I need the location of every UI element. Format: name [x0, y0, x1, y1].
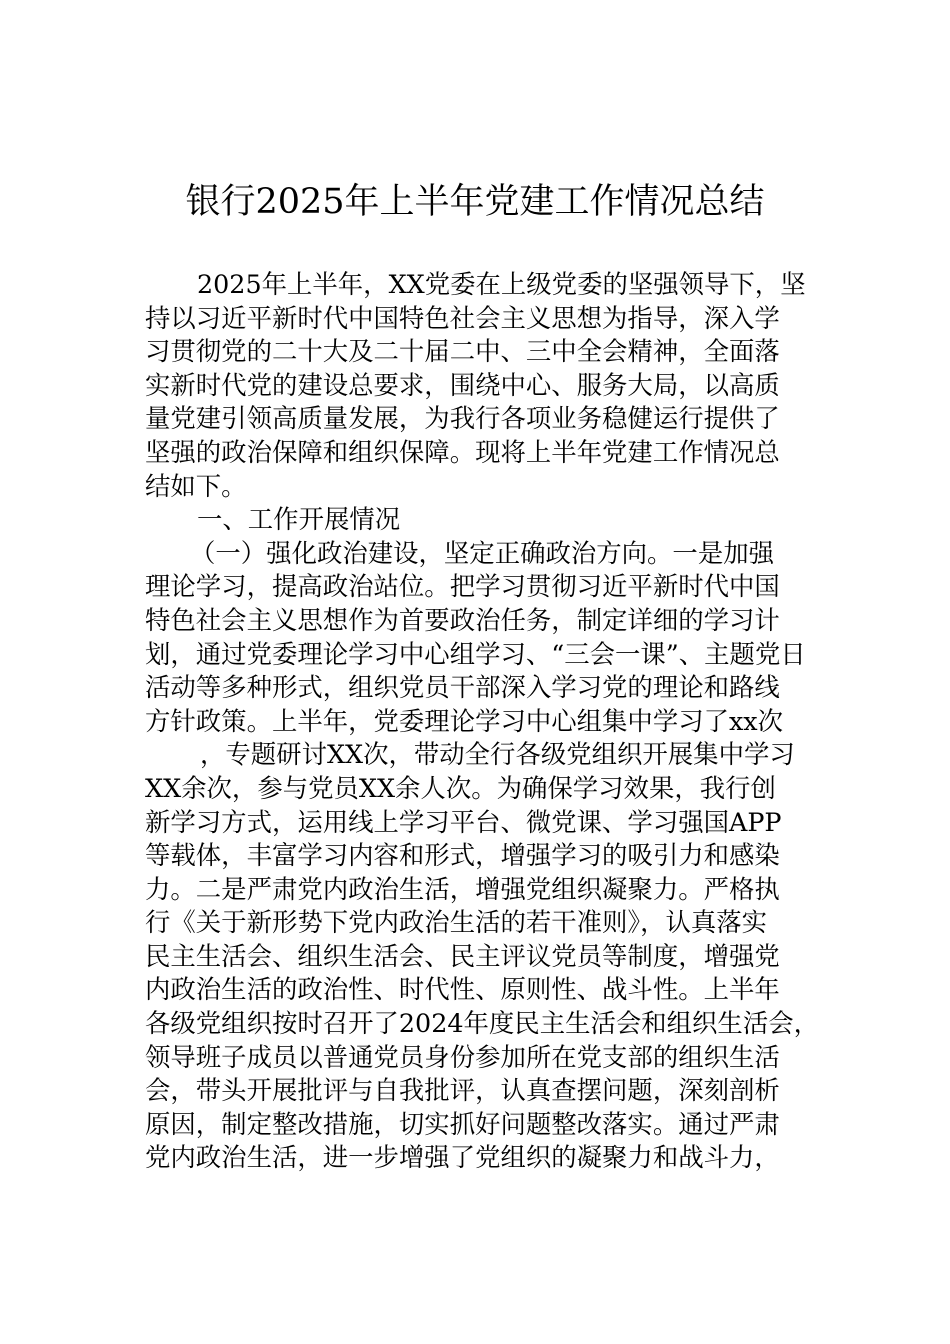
subsection-heading: （一）强化政治建设，坚定正确政治方向。一是加强	[190, 537, 774, 568]
text-line: 会，带头开展批评与自我批评，认真查摆问题，深刻剖析	[145, 1075, 780, 1106]
document-body	[145, 268, 819, 1175]
text-line: 新学习方式，运用线上学习平台、微党课、学习强国APP	[145, 806, 782, 837]
text-line: 民主生活会、组织生活会、民主评议党员等制度，增强党	[145, 940, 780, 971]
text-line: 领导班子成员以普通党员身份参加所在党支部的组织生活	[145, 1041, 780, 1072]
text-line: 行《关于新形势下党内政治生活的若干准则》，认真落实	[145, 907, 768, 938]
text-line: 理论学习，提高政治站位。把学习贯彻习近平新时代中国	[145, 571, 780, 602]
text-line: ，专题研讨XX次，带动全行各级党组织开展集中学习	[200, 739, 795, 770]
text-line: 量党建引领高质量发展，为我行各项业务稳健运行提供了	[145, 403, 780, 434]
text-line: 等载体，丰富学习内容和形式，增强学习的吸引力和感染	[145, 840, 780, 871]
text-line: 结如下。	[145, 470, 247, 501]
text-line: 内政治生活的政治性、时代性、原则性、战斗性。上半年	[145, 974, 780, 1005]
text-line: 划，通过党委理论学习中心组学习、“三会一课”、主题党日	[145, 638, 806, 669]
text-line: 原因，制定整改措施，切实抓好问题整改落实。通过严肃	[145, 1108, 780, 1139]
text-line: 方针政策。上半年，党委理论学习中心组集中学习了xx次	[145, 705, 784, 736]
text-line: 党内政治生活，进一步增强了党组织的凝聚力和战斗力，	[145, 1142, 780, 1173]
text-line: 力。二是严肃党内政治生活，增强党组织凝聚力。严格执	[145, 873, 780, 904]
text-line: 各级党组织按时召开了2024年度民主生活会和组织生活会，	[145, 1008, 819, 1039]
text-line: 习贯彻党的二十大及二十届二中、三中全会精神，全面落	[145, 336, 780, 367]
text-line: 持以习近平新时代中国特色社会主义思想为指导，深入学	[145, 302, 780, 333]
text-line: 实新时代党的建设总要求，围绕中心、服务大局，以高质	[145, 369, 780, 400]
document-title: 银行2025年上半年党建工作情况总结	[185, 182, 765, 222]
text-line: 活动等多种形式，组织党员干部深入学习党的理论和路线	[145, 672, 780, 703]
text-line: 特色社会主义思想作为首要政治任务，制定详细的学习计	[145, 604, 780, 635]
section-heading: 一、工作开展情况	[197, 504, 401, 535]
text-line: XX余次，参与党员XX余人次。为确保学习效果，我行创	[145, 772, 776, 803]
text-line: 2025年上半年，XX党委在上级党委的坚强领导下，坚	[197, 269, 806, 299]
text-line: 坚强的政治保障和组织保障。现将上半年党建工作情况总	[145, 436, 780, 467]
